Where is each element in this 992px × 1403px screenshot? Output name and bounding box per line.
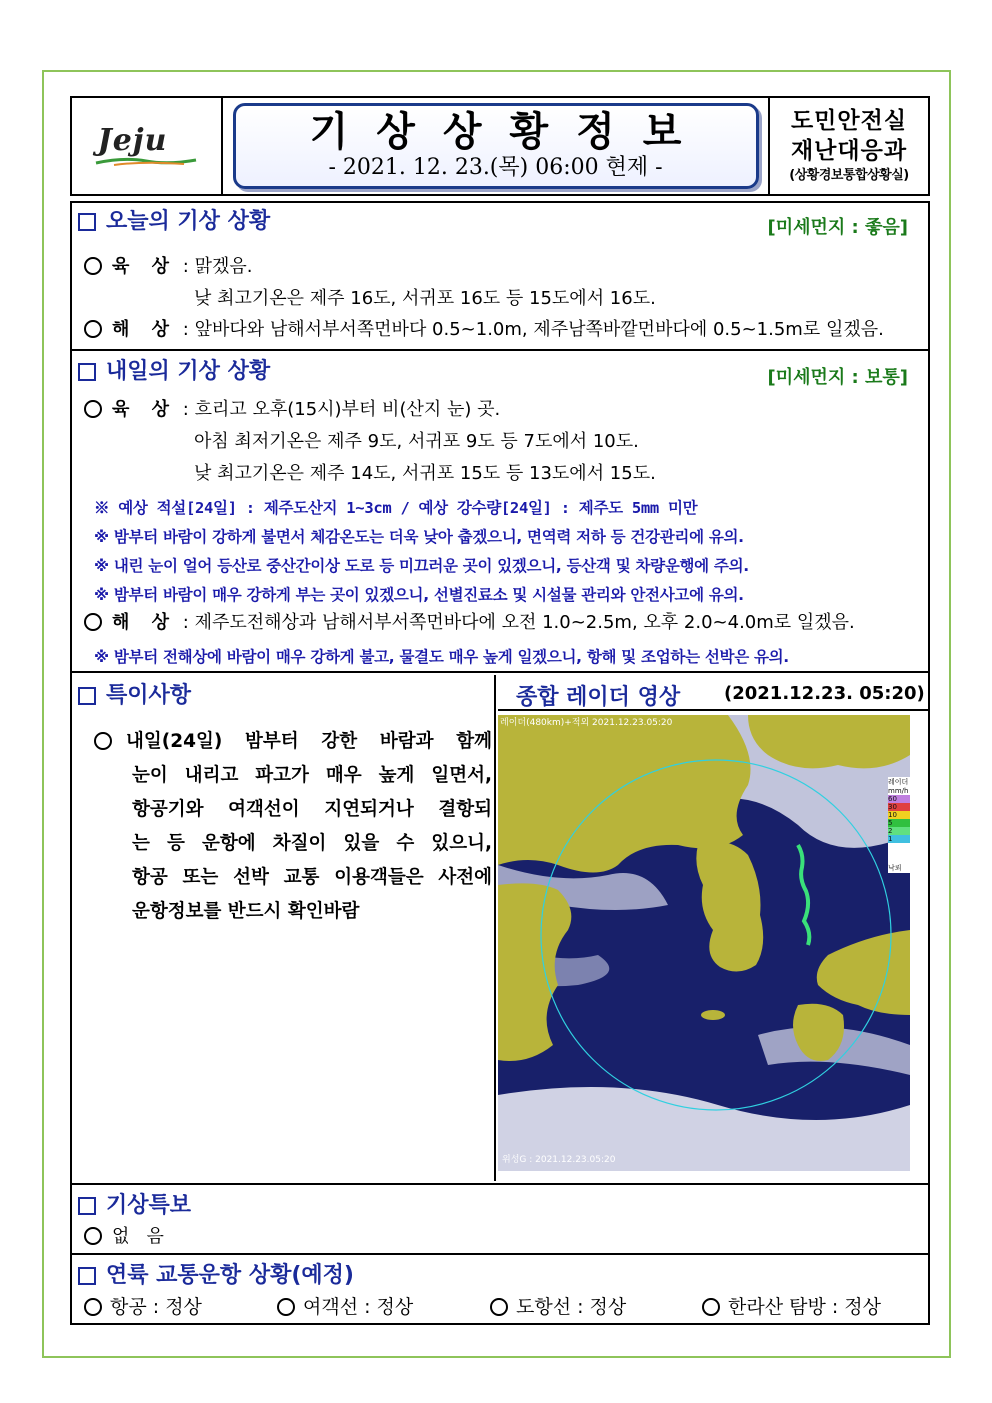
special-title: 특이사항 <box>78 683 191 709</box>
circle-bullet-icon <box>277 1298 295 1316</box>
checkbox-icon <box>78 213 96 231</box>
tomorrow-land: 육 상 : 흐리고 오후(15시)부터 비(산지 눈) 곳. <box>84 398 500 422</box>
report-table <box>70 201 930 1325</box>
special-notes <box>72 675 496 1181</box>
document-header <box>70 96 930 196</box>
tomorrow-note-cold: ※ 밤부터 바람이 강하게 불면서 체감온도는 더욱 낮아 춥겠으니, 면역력 저하 등 건강관리에 유의. <box>94 528 744 546</box>
page-title: 기상상황정보 <box>309 109 710 155</box>
dept-name-1: 도민안전실 <box>790 108 908 134</box>
checkbox-icon <box>78 363 96 381</box>
radar-caption-bottom: 위성G : 2021.12.23.05:20 <box>502 1155 616 1165</box>
checkbox-icon <box>78 1267 96 1285</box>
today-dust: [미세먼지 : 좋음] <box>767 217 908 238</box>
circle-bullet-icon <box>490 1298 508 1316</box>
tomorrow-land-line2: 아침 최저기온은 제주 9도, 서귀포 9도 등 7도에서 10도. <box>194 431 639 452</box>
today-land: 육 상 : 맑겠음. <box>84 255 252 279</box>
transport-title: 연륙 교통운항 상황(예정) <box>78 1263 354 1289</box>
special-text: 내일(24일) 밤부터 강한 바람과 함께 눈이 내리고 파고가 매우 높게 일면서, 항공기와 여객선이 지연되거나 결항되 는 등 운항에 차질이 있을 수 있으니, 항공 또는 선박 교통 이용객들은 사전에 운항정보를 반드시 확인바람 <box>94 725 492 929</box>
today-title: 오늘의 기상 상황 <box>78 209 270 235</box>
page-subtitle: - 2021. 12. 23.(목) 06:00 현제 - <box>328 155 663 180</box>
tomorrow-note-snow: ※ 예상 적설[24일] : 제주도산지 1~3cm / 예상 강수량[24일] : 제주도 5mm 미만 <box>94 499 698 517</box>
radar-time: (2021.12.23. 05:20) <box>724 683 925 704</box>
dept-name-3: (상황경보통합상황실) <box>789 168 909 183</box>
transport-hallasan: 한라산 탐방 : 정상 <box>702 1295 881 1319</box>
logo-cell <box>72 98 223 194</box>
checkbox-icon <box>78 1197 96 1215</box>
circle-bullet-icon <box>702 1298 720 1316</box>
circle-bullet-icon <box>84 257 102 275</box>
logo-swoosh-icon <box>94 157 198 167</box>
tomorrow-sea: 해 상 : 제주도전해상과 남해서부서쪽먼바다에 오전 1.0~2.5m, 오후 2.0~4.0m로 일겠음. <box>84 611 855 635</box>
circle-bullet-icon <box>84 613 102 631</box>
radar-title: 종합 레이더 영상 <box>516 685 681 710</box>
title-box <box>233 103 759 189</box>
transport-section <box>72 1257 928 1323</box>
radar-legend: 레이더 mm/h 60 30 10 5 2 1 낙뢰 <box>888 778 909 872</box>
tomorrow-note-ice: ※ 내린 눈이 얼어 등산로 중산간이상 도로 등 미끄러운 곳이 있겠으니, 등산객 및 차량운행에 주의. <box>94 557 749 575</box>
dept-name-2: 재난대응과 <box>790 138 908 164</box>
warning-title: 기상특보 <box>78 1193 191 1219</box>
radar-header <box>498 675 928 711</box>
radar-caption-top: 레이더(480km)+적외 2021.12.23.05:20 <box>500 718 673 728</box>
circle-bullet-icon <box>84 1298 102 1316</box>
tomorrow-title: 내일의 기상 상황 <box>78 359 270 385</box>
transport-island-ferry: 도항선 : 정상 <box>490 1295 626 1319</box>
today-section <box>72 203 928 351</box>
logo-text: Jeju <box>97 123 168 158</box>
jeju-logo <box>92 121 202 171</box>
tomorrow-land-line3: 낮 최고기온은 제주 14도, 서귀포 15도 등 13도에서 15도. <box>194 463 656 484</box>
tomorrow-sea-note: ※ 밤부터 전해상에 바람이 매우 강하게 불고, 물결도 매우 높게 일겠으니, 항해 및 조업하는 선박은 유의. <box>94 648 789 666</box>
warning-status: 없 음 <box>84 1225 164 1249</box>
circle-bullet-icon <box>94 732 112 750</box>
radar-map <box>498 715 910 1171</box>
tomorrow-note-wind: ※ 밤부터 바람이 매우 강하게 부는 곳이 있겠으니, 선별진료소 및 시설물 관리와 안전사고에 유의. <box>94 586 744 604</box>
today-land-line2: 낮 최고기온은 제주 16도, 서귀포 16도 등 15도에서 16도. <box>194 288 656 309</box>
circle-bullet-icon <box>84 1227 102 1245</box>
today-sea: 해 상 : 앞바다와 남해서부서쪽먼바다 0.5~1.0m, 제주남쪽바깥먼바다에 0.5~1.5m로 일겠음. <box>84 318 884 342</box>
title-cell <box>223 98 770 194</box>
circle-bullet-icon <box>84 400 102 418</box>
tomorrow-section <box>72 353 928 673</box>
checkbox-icon <box>78 687 96 705</box>
circle-bullet-icon <box>84 320 102 338</box>
warning-section <box>72 1187 928 1255</box>
radar-image <box>498 715 910 1171</box>
department-cell <box>770 98 928 194</box>
tomorrow-dust: [미세먼지 : 보통] <box>767 367 908 388</box>
transport-ferry: 여객선 : 정상 <box>277 1295 413 1319</box>
special-section <box>72 675 928 1185</box>
transport-air: 항공 : 정상 <box>84 1295 202 1319</box>
